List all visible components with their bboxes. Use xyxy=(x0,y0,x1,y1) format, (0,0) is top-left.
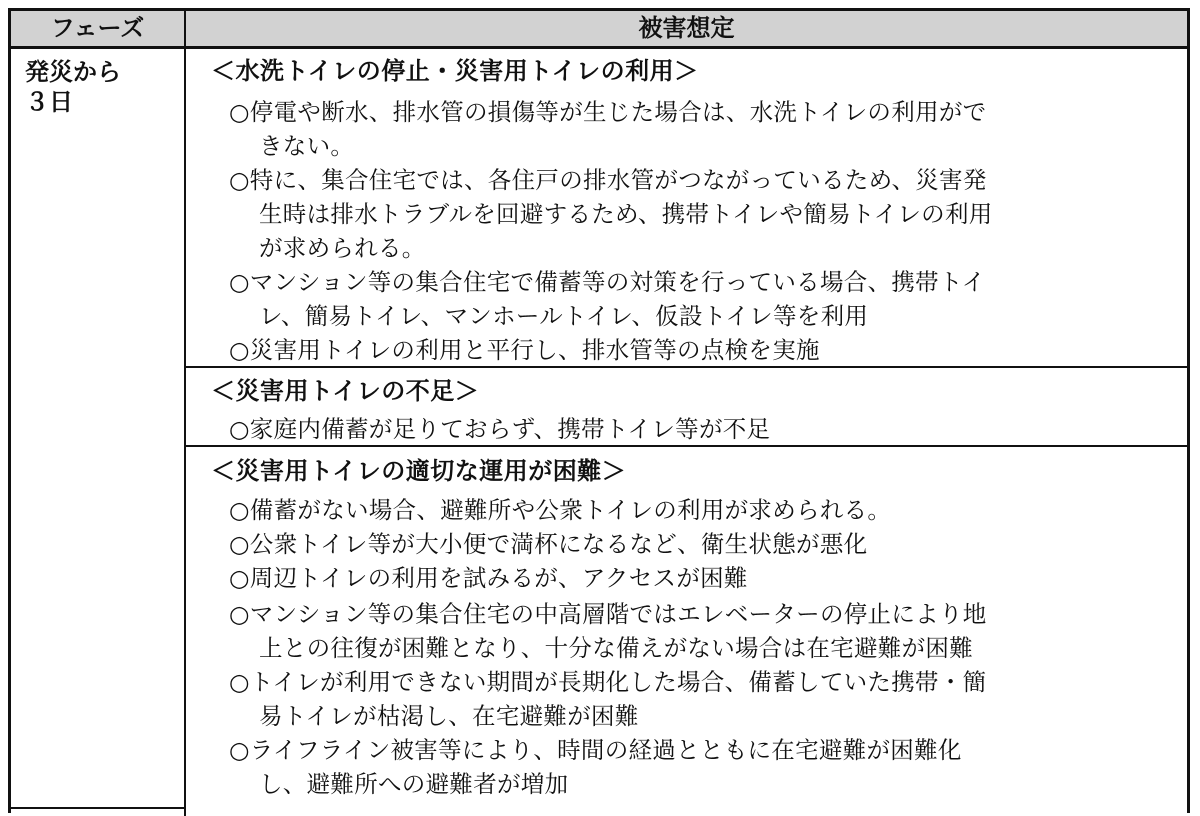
damage-table xyxy=(8,8,1190,813)
section-title: ＜災害用トイレの不足＞ xyxy=(211,377,480,405)
item-line: ○周辺トイレの利用を試みるが、アクセスが困難 xyxy=(229,564,748,592)
section-divider xyxy=(186,445,1187,447)
section-title: ＜水洗トイレの停止・災害用トイレの利用＞ xyxy=(211,57,699,85)
phase-line: 発災から xyxy=(25,58,121,86)
section-divider xyxy=(186,366,1187,368)
item-line: 生時は排水トラブルを回避するため、携帯トイレや簡易トイレの利用 xyxy=(259,200,993,228)
item-line: 上との往復が困難となり、十分な備えがない場合は在宅避難が困難 xyxy=(259,634,973,662)
header-phase: フェーズ xyxy=(50,14,145,42)
item-line: ○公衆トイレ等が大小便で満杯になるなど、衛生状態が悪化 xyxy=(229,530,868,558)
phase-cell xyxy=(25,57,175,117)
item-line: が求められる。 xyxy=(259,234,426,262)
item-line: ○備蓄がない場合、避難所や公衆トイレの利用が求められる。 xyxy=(229,496,892,524)
item-line: 易トイレが枯渇し、在宅避難が困難 xyxy=(259,702,639,730)
section-title: ＜災害用トイレの適切な運用が困難＞ xyxy=(211,457,627,485)
item-line: ○特に、集合住宅では、各住戸の排水管がつながっているため、災害発 xyxy=(229,166,987,194)
column-divider xyxy=(184,11,186,816)
item-line: ○ライフライン被害等により、時間の経過とともに在宅避難が困難化 xyxy=(229,736,962,764)
table-header xyxy=(11,11,1187,49)
item-line: ○トイレが利用できない期間が長期化した場合、備蓄していた携帯・簡 xyxy=(229,668,987,696)
item-line: ○停電や断水、排水管の損傷等が生じた場合は、水洗トイレの利用がで xyxy=(229,98,987,126)
phase-bottom-border xyxy=(11,807,184,809)
item-line: きない。 xyxy=(259,132,355,160)
header-damage: 被害想定 xyxy=(638,14,735,42)
item-line: ○家庭内備蓄が足りておらず、携帯トイレ等が不足 xyxy=(229,415,771,443)
item-line: ○マンション等の集合住宅で備蓄等の対策を行っている場合、携帯トイ xyxy=(229,268,986,296)
item-line: ○災害用トイレの利用と平行し、排水管等の点検を実施 xyxy=(229,336,820,364)
item-line: し、避難所への避難者が増加 xyxy=(259,770,569,798)
item-line: レ、簡易トイレ、マンホールトイレ、仮設トイレ等を利用 xyxy=(259,302,869,330)
item-line: ○マンション等の集合住宅の中高層階ではエレベーターの停止により地 xyxy=(229,600,987,628)
phase-line: ３日 xyxy=(25,88,73,116)
